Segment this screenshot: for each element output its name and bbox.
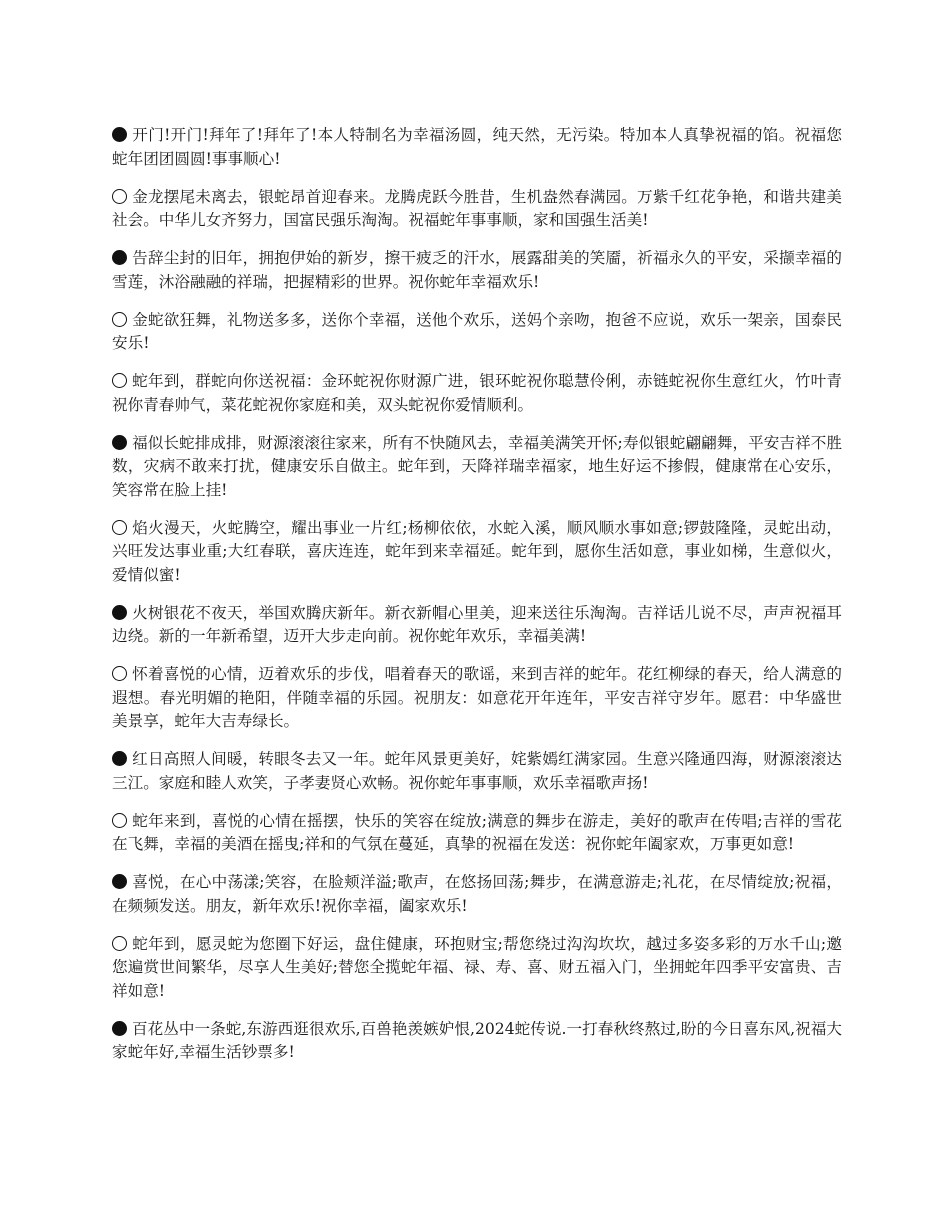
paragraph-text: 怀着喜悦的心情，迈着欢乐的步伐，唱着春天的歌谣，来到吉祥的蛇年。花红柳绿的春天，给人满意的遐想。春光明媚的艳阳，伴随幸福的乐园。祝朋友：如意花开年连年，平安吉祥守岁年。愿君：中华盛世美景享，蛇年大吉寿绿长。 bbox=[112, 665, 842, 730]
paragraph bbox=[112, 517, 842, 588]
filled-bullet-icon bbox=[112, 605, 127, 620]
paragraph-text: 红日高照人间暖，转眼冬去又一年。蛇年风景更美好，姹紫嫣红满家园。生意兴隆通四海，财源滚滚达三江。家庭和睦人欢笑，子孝妻贤心欢畅。祝你蛇年事事顺，欢乐幸福歌声扬! bbox=[112, 750, 842, 792]
paragraph bbox=[112, 432, 842, 503]
hollow-bullet-icon bbox=[112, 312, 127, 327]
hollow-bullet-icon bbox=[112, 936, 127, 951]
paragraph bbox=[112, 871, 842, 918]
paragraph bbox=[112, 309, 842, 356]
paragraph bbox=[112, 186, 842, 233]
paragraph bbox=[112, 247, 842, 294]
paragraph bbox=[112, 1018, 842, 1065]
hollow-bullet-icon bbox=[112, 189, 127, 204]
paragraph-text: 蛇年到，群蛇向你送祝福：金环蛇祝你财源广进，银环蛇祝你聪慧伶俐，赤链蛇祝你生意红火，竹叶青祝你青春帅气，菜花蛇祝你家庭和美，双头蛇祝你爱情顺利。 bbox=[112, 372, 842, 414]
paragraph-text: 福似长蛇排成排，财源滚滚往家来，所有不快随风去，幸福美满笑开怀;寿似银蛇翩翩舞，平安吉祥不胜数，灾病不敢来打扰，健康安乐自做主。蛇年到，天降祥瑞幸福家，地生好运不掺假，健康常在心安乐，笑容常在脸上挂! bbox=[112, 433, 842, 499]
filled-bullet-icon bbox=[112, 127, 127, 142]
filled-bullet-icon bbox=[112, 435, 127, 450]
paragraph-text: 蛇年到，愿灵蛇为您圈下好运，盘住健康，环抱财宝;帮您绕过沟沟坎坎，越过多姿多彩的万水千山;邀您遍赏世间繁华，尽享人生美好;替您全揽蛇年福、禄、寿、喜、财五福入门，坐拥蛇年四季平安富贵、吉祥如意! bbox=[112, 934, 842, 1000]
paragraph-text: 金蛇欲狂舞，礼物送多多，送你个幸福，送他个欢乐，送妈个亲吻，抱爸不应说，欢乐一架亲，国泰民安乐! bbox=[112, 310, 842, 352]
paragraph-text: 金龙摆尾未离去，银蛇昂首迎春来。龙腾虎跃今胜昔，生机盎然春满园。万紫千红花争艳，和谐共建美社会。中华儿女齐努力，国富民强乐淘淘。祝福蛇年事事顺，家和国强生活美! bbox=[112, 187, 842, 229]
paragraph-text: 开门!开门!拜年了!拜年了!本人特制名为幸福汤圆，纯天然，无污染。特加本人真挚祝福的馅。祝福您蛇年团团圆圆!事事顺心! bbox=[112, 126, 842, 168]
filled-bullet-icon bbox=[112, 1021, 127, 1036]
paragraph bbox=[112, 663, 842, 734]
hollow-bullet-icon bbox=[112, 813, 127, 828]
filled-bullet-icon bbox=[112, 250, 127, 265]
paragraph-text: 喜悦，在心中荡漾;笑容，在脸颊洋溢;歌声，在悠扬回荡;舞步，在满意游走;礼花，在尽情绽放;祝福，在频频发送。朋友，新年欢乐!祝你幸福，阖家欢乐! bbox=[112, 873, 842, 915]
paragraph-text: 焰火漫天，火蛇腾空，耀出事业一片红;杨柳依依，水蛇入溪，顺风顺水事如意;锣鼓隆隆，灵蛇出动，兴旺发达事业重;大红春联，喜庆连连，蛇年到来幸福延。蛇年到，愿你生活如意，事业如梯，生意似火，爱情似蜜! bbox=[112, 518, 842, 584]
filled-bullet-icon bbox=[112, 874, 127, 889]
paragraph bbox=[112, 810, 842, 857]
document-body bbox=[112, 124, 842, 1079]
paragraph bbox=[112, 933, 842, 1004]
paragraph bbox=[112, 124, 842, 171]
filled-bullet-icon bbox=[112, 751, 127, 766]
hollow-bullet-icon bbox=[112, 373, 127, 388]
paragraph-text: 火树银花不夜天，举国欢腾庆新年。新衣新帽心里美，迎来送往乐淘淘。吉祥话儿说不尽，声声祝福耳边绕。新的一年新希望，迈开大步走向前。祝你蛇年欢乐，幸福美满! bbox=[112, 603, 842, 645]
paragraph-text: 百花丛中一条蛇,东游西逛很欢乐,百兽艳羡嫉妒恨,2024蛇传说.一打春秋终熬过,盼的今日喜东风,祝福大家蛇年好,幸福生活钞票多! bbox=[112, 1019, 842, 1061]
paragraph-text: 蛇年来到，喜悦的心情在摇摆，快乐的笑容在绽放;满意的舞步在游走，美好的歌声在传唱;吉祥的雪花在飞舞，幸福的美酒在摇曳;祥和的气氛在蔓延，真挚的祝福在发送：祝你蛇年阖家欢，万事更如意! bbox=[112, 811, 842, 853]
hollow-bullet-icon bbox=[112, 520, 127, 535]
paragraph bbox=[112, 370, 842, 417]
paragraph bbox=[112, 748, 842, 795]
paragraph-text: 告辞尘封的旧年，拥抱伊始的新岁，擦干疲乏的汗水，展露甜美的笑靥，祈福永久的平安，采撷幸福的雪莲，沐浴融融的祥瑞，把握精彩的世界。祝你蛇年幸福欢乐! bbox=[112, 249, 842, 291]
paragraph bbox=[112, 602, 842, 649]
hollow-bullet-icon bbox=[112, 666, 127, 681]
